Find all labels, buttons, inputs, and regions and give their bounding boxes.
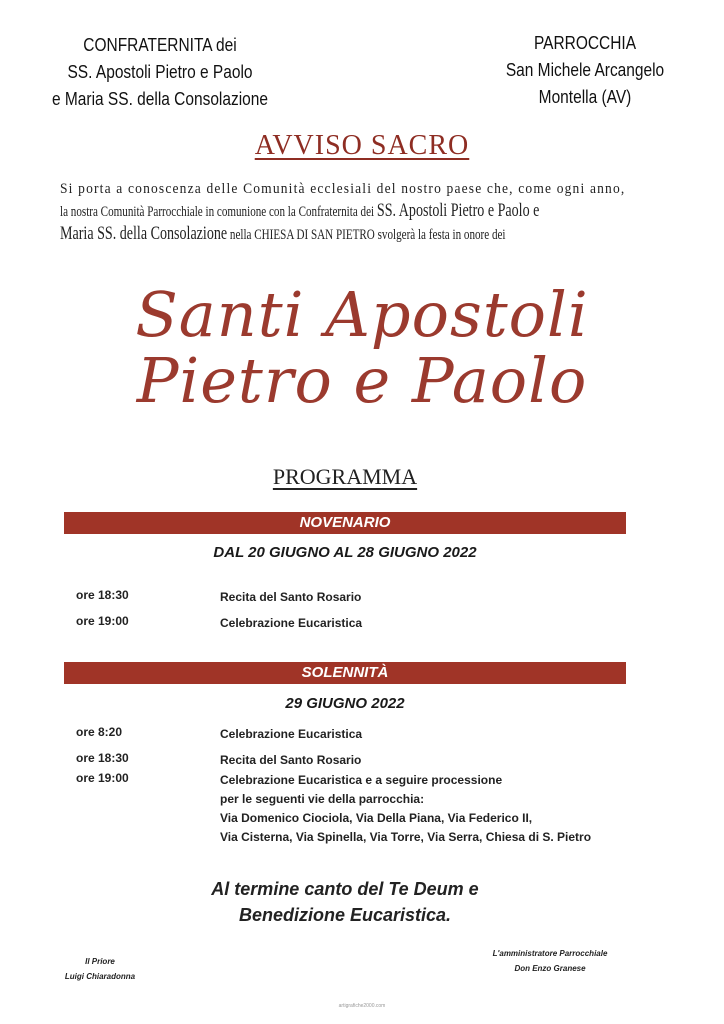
intro-paragraph <box>60 178 626 246</box>
novenario-dates: DAL 20 GIUGNO AL 28 GIUGNO 2022 <box>213 544 477 561</box>
schedule-desc: Celebrazione Eucaristica <box>220 727 363 741</box>
schedule-time: ore 19:00 <box>76 614 129 628</box>
signature-role: Il Priore <box>85 957 115 966</box>
intro-line-1: Si porta a conoscenza delle Comunità ecclesiali del nostro paese che, come ogni anno, <box>60 181 626 197</box>
programma-heading <box>0 464 690 490</box>
feast-title-line: Santi Apostoli <box>135 278 589 351</box>
intro-line-2 <box>60 200 540 223</box>
intro-line-3b: nella CHIESA DI SAN PIETRO svolgerà la festa in onore dei <box>227 227 506 243</box>
header-right-line: PARROCCHIA <box>533 33 637 53</box>
schedule-desc-line: Via Domenico Ciociola, Via Della Piana, Via Federico II, <box>220 811 533 825</box>
header-right-line: Montella (AV) <box>538 87 632 107</box>
schedule-desc-line: per le seguenti vie della parrocchia: <box>220 792 425 806</box>
schedule-desc: Recita del Santo Rosario <box>220 753 362 767</box>
feast-title <box>0 278 724 417</box>
header-left-line: e Maria SS. della Consolazione <box>52 89 268 109</box>
solennita-date: 29 GIUGNO 2022 <box>285 695 405 712</box>
feast-title-line: Pietro e Paolo <box>136 344 588 417</box>
schedule-desc: Recita del Santo Rosario <box>220 590 362 604</box>
solennita-band: SOLENNITÀ <box>64 662 626 684</box>
schedule-desc: Celebrazione Eucaristica <box>220 616 363 630</box>
schedule-desc-line: Celebrazione Eucaristica e a seguire processione <box>220 773 503 787</box>
schedule-time: ore 8:20 <box>76 725 123 739</box>
printer-credit: artigrafiche2000.com <box>338 1003 386 1009</box>
header-right-line: San Michele Arcangelo <box>505 60 665 80</box>
signature-priore <box>40 954 160 984</box>
header-left-line: SS. Apostoli Pietro e Paolo <box>67 62 253 82</box>
intro-line-3a: Maria SS. della Consolazione <box>60 223 228 244</box>
closing-line: Al termine canto del Te Deum e <box>211 879 479 899</box>
signature-name: Luigi Chiaradonna <box>64 972 136 981</box>
schedule-time: ore 18:30 <box>76 588 129 602</box>
confraternita-header <box>48 32 272 113</box>
signature-role: L'amministratore Parrocchiale <box>492 949 608 958</box>
notice-title-text: AVVISO SACRO <box>254 130 470 161</box>
schedule-time: ore 19:00 <box>76 771 129 785</box>
schedule-desc-line: Via Cisterna, Via Spinella, Via Torre, Via Serra, Chiesa di S. Pietro <box>220 830 592 844</box>
intro-line-2a: la nostra Comunità Parrocchiale in comunione con la Confraternita dei <box>60 204 377 220</box>
intro-line-2b: SS. Apostoli Pietro e Paolo e <box>376 200 540 221</box>
signature-amministratore <box>470 946 630 976</box>
closing-line: Benedizione Eucaristica. <box>238 905 452 925</box>
schedule-time: ore 18:30 <box>76 751 129 765</box>
novenario-band: NOVENARIO <box>64 512 626 534</box>
parrocchia-header <box>486 30 684 111</box>
closing-note <box>0 876 690 928</box>
notice-title <box>0 130 724 162</box>
signature-name: Don Enzo Granese <box>514 964 586 973</box>
intro-line-3 <box>60 223 506 246</box>
programma-text: PROGRAMMA <box>272 464 418 489</box>
header-left-line: CONFRATERNITA dei <box>83 35 237 55</box>
schedule-desc-multiline <box>220 771 591 847</box>
